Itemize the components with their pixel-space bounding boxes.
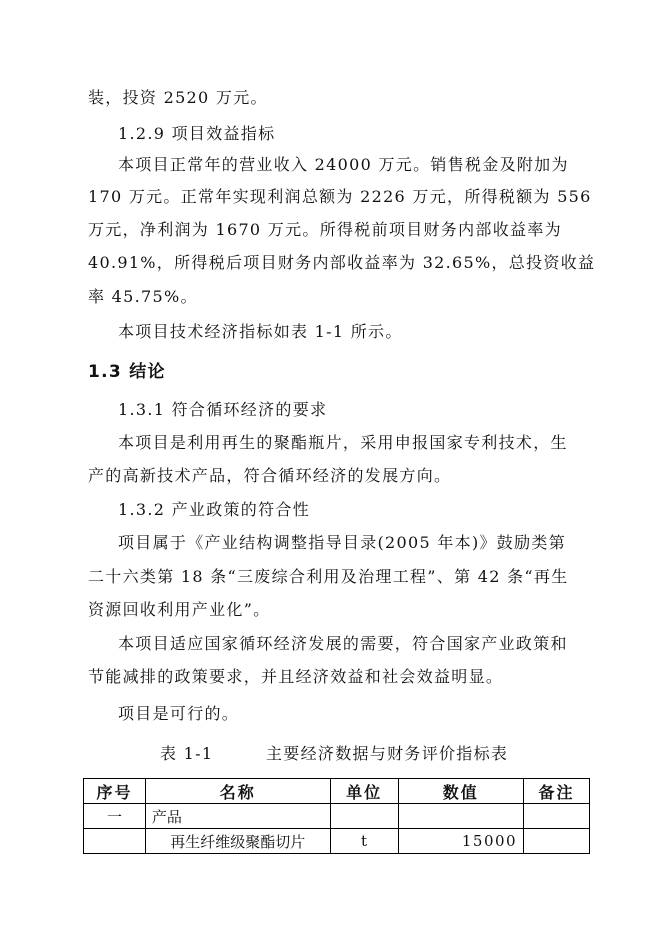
paragraph-line: 40.91%，所得税后项目财务内部收益率为 32.65%，总投资收益	[88, 253, 596, 272]
cell-remark	[524, 804, 590, 829]
table-row	[84, 804, 590, 829]
cell-name: 再生纤维级聚酯切片	[145, 829, 330, 854]
paragraph-line: 项目属于《产业结构调整指导目录(2005 年本)》鼓励类第	[118, 533, 566, 552]
paragraph-line: 本项目技术经济指标如表 1-1 所示。	[118, 322, 403, 341]
cell-unit: t	[330, 829, 398, 854]
header-index: 序号	[84, 779, 146, 804]
cell-value: 15000	[398, 829, 524, 854]
paragraph-line: 本项目是利用再生的聚酯瓶片，采用申报国家专利技术，生	[118, 433, 568, 452]
cell-unit	[330, 804, 398, 829]
conclusion-line: 项目是可行的。	[118, 704, 240, 723]
subsection-heading: 1.3.1 符合循环经济的要求	[118, 400, 328, 419]
cell-index	[84, 829, 146, 854]
subsection-heading: 1.3.2 产业政策的符合性	[118, 500, 310, 519]
subsection-heading: 1.2.9 项目效益指标	[118, 124, 276, 143]
paragraph-line: 本项目适应国家循环经济发展的需要，符合国家产业政策和	[118, 634, 568, 653]
economic-indicators-table	[83, 778, 590, 854]
paragraph-line: 二十六类第 18 条“三废综合利用及治理工程”、第 42 条“再生	[88, 567, 569, 586]
paragraph-line: 装，投资 2520 万元。	[88, 88, 268, 107]
paragraph-line: 170 万元。正常年实现利润总额为 2226 万元，所得税额为 556	[88, 187, 592, 206]
header-unit: 单位	[330, 779, 398, 804]
cell-index: 一	[84, 804, 146, 829]
paragraph-line: 万元，净利润为 1670 万元。所得税前项目财务内部收益率为	[88, 220, 562, 239]
header-value: 数值	[398, 779, 524, 804]
paragraph-line: 节能减排的政策要求，并且经济效益和社会效益明显。	[88, 667, 504, 686]
paragraph-line: 本项目正常年的营业收入 24000 万元。销售税金及附加为	[118, 155, 569, 174]
paragraph-line: 率 45.75%。	[88, 287, 198, 306]
header-remark: 备注	[524, 779, 590, 804]
table-caption-number: 表 1-1	[160, 744, 214, 763]
cell-value	[398, 804, 524, 829]
table-row	[84, 829, 590, 854]
paragraph-line: 资源回收利用产业化”。	[88, 600, 271, 619]
table-header-row	[84, 779, 590, 804]
section-heading: 1.3 结论	[88, 362, 166, 382]
table-caption-title: 主要经济数据与财务评价指标表	[266, 744, 509, 763]
cell-remark	[524, 829, 590, 854]
cell-name: 产品	[145, 804, 330, 829]
paragraph-line: 产的高新技术产品，符合循环经济的发展方向。	[88, 466, 452, 485]
header-name: 名称	[145, 779, 330, 804]
